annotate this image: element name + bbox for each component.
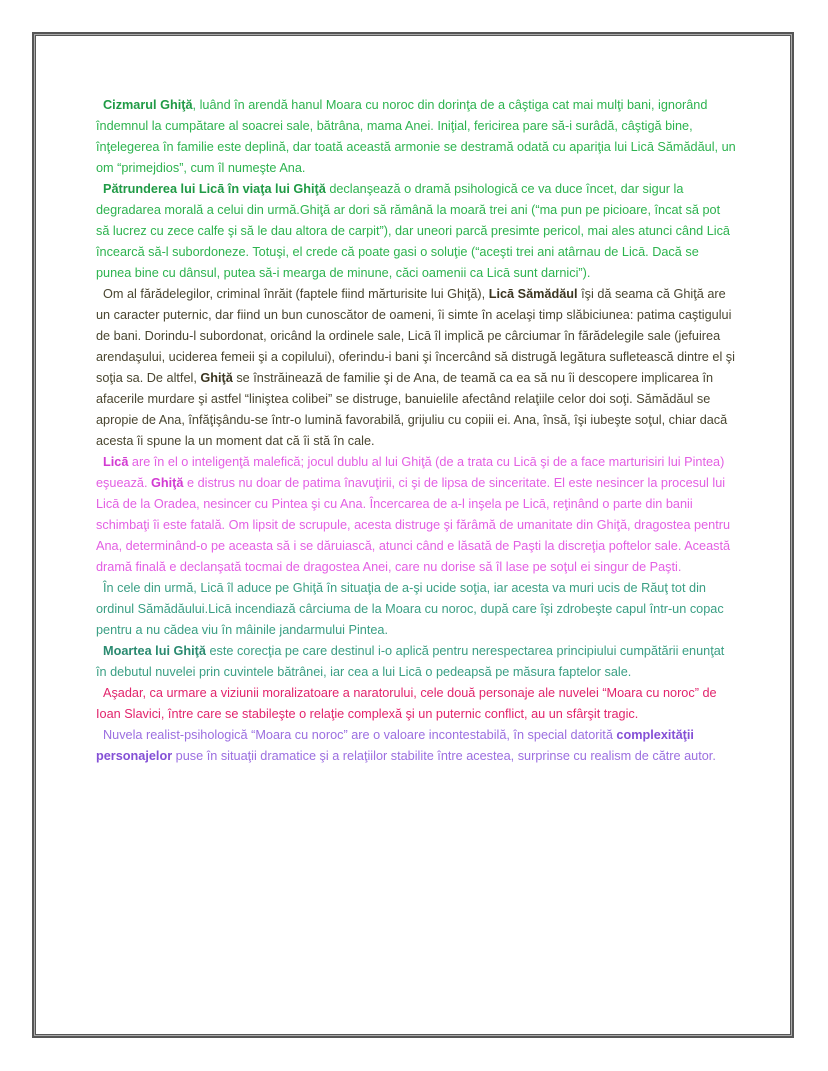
paragraph-lica-intelligence	[96, 452, 736, 578]
bold-text: Moartea lui Ghiţă	[103, 644, 206, 658]
text: Om al fărădelegilor, criminal înrăit (faptele fiind mărturisite lui Ghiţă),	[103, 287, 489, 301]
text: e distrus nu doar de patima înavuţirii, ci şi de lipsa de sinceritate. El este nesincer la procesul lui Licā de la Oradea, nesincer cu Pintea şi cu Ana. Încercarea de a-l inşela pe Licā, reţinând o parte din banii schimbaţi îi este fatală. Om lipsit de scrupule, acesta distruge şi fărâmă de umanitate din Ghiţă, dragostea pentru Ana, determinând-o pe aceasta să i se dăruiască, atunci când e lăsată de Paşti la discreţia poftelor sale. Această dramă finală e declanşată tocmai de dragostea Anei, care nu dorise să îl lase pe soţul ei singur de Paşti.	[96, 476, 731, 574]
text: îşi dă seama că Ghiţă are un caracter puternic, dar fiind un bun cunoscător de oameni, îi simte în acelaşi timp slăbiciunea: patima caştigului de bani. Dorindu-l subordonat, oricând la ordinele sale, Licā îl implică pe cârciumar în fărădelegile sale (jefuirea arendaşului, uciderea femeii şi a copilului), oferindu-i bani şi încercând să distrugă legătura sufletească dintre el şi soţia sa. De altfel,	[96, 287, 735, 385]
paragraph-death	[96, 641, 736, 683]
text: Nuvela realist-psihologică “Moara cu noroc” are o valoare incontestabilă, în special datorită	[103, 728, 617, 742]
text: Aşadar, ca urmare a viziunii moralizatoare a naratorului, cele două personaje ale nuvelei “Moara cu noroc” de Ioan Slavici, între care se stabileşte o relaţie complexă şi un puternic conflict, au un sfârşit tragic.	[96, 686, 717, 721]
text: , luând în arendă hanul Moara cu noroc din dorinţa de a câştiga cat mai mulţi bani, ignorând îndemnul la cumpătare al soacrei sale, bătrâna, mama Anei. Iniţial, fericirea pare să-i surâdă, câştigă bine, înţelegerea în familie este deplină, dar toată această armonie se destramă odată cu apariţia lui Licā Sămădăul, un om “primejdios”, cum îl numeşte Ana.	[96, 98, 736, 175]
document-body	[96, 95, 736, 767]
bold-text: Licā Sămădăul	[488, 287, 578, 301]
bold-text: Licā	[103, 455, 129, 469]
text: declanşează o dramă psihologică ce va duce încet, dar sigur la degradarea morală a celui din urmă.Ghiţă ar dori să rămână la moară trei ani (“ma pun pe picioare, încat să pot să lucrez cu zece calfe şi să le dau altora de carpit”), dar uneori parcă presimte pericol, mai ales atunci când Licā încearcă să-l subordoneze. Totuşi, el crede că poate gasi o soluţie (“aceşti trei ani atârnau de Licā. Dacă se punea bine cu dânsul, putea să-i mearga de minune, căci oamenii ca Licā sunt darnici”).	[96, 182, 730, 280]
paragraph-conclusion	[96, 683, 736, 725]
paragraph-lica-character	[96, 284, 736, 452]
bold-text: Ghiţă	[200, 371, 233, 385]
text: se înstrăinează de familie şi de Ana, de teamă ca ea să nu îi descopere implicarea în afacerile murdare şi astfel “liniştea colibei” se distruge, banuielile afectând relaţiile celor doi soţi. Sămădăul se apropie de Ana, înfăţişându-se într-o lumină favorabilă, grijuliu cu copiii ei. Ana, însă, îşi iubeşte soţul, chiar dacă acesta îi spune la un moment dat că îi stă în cale.	[96, 371, 728, 448]
text: este corecţia pe care destinul i-o aplică pentru nerespectarea principiului cumpătării enunţat în debutul nuvelei prin cuvintele bătrânei, iar cea a lui Licā o pedeapsă pe măsura faptelor sale.	[96, 644, 725, 679]
paragraph-final	[96, 725, 736, 767]
bold-text: complexităţii personajelor	[96, 728, 694, 763]
text: În cele din urmă, Licā îl aduce pe Ghiţă în situaţia de a-şi ucide soţia, iar acesta va muri ucis de Răuţ tot din ordinul Sămădăului.Licā incendiază cârciuma de la Moara cu noroc, după care îşi zdrobeşte capul într-un copac pentru a nu cădea viu în mâinile jandarmului Pintea.	[96, 581, 724, 637]
paragraph-lica-entry	[96, 179, 736, 284]
bold-text: Ghiţă	[151, 476, 184, 490]
bold-text: Pătrunderea lui Licā în viaţa lui Ghiţă	[103, 182, 326, 196]
text: are în el o inteligenţă malefică; jocul dublu al lui Ghiţă (de a trata cu Licā şi de a face marturisiri lui Pintea) eşuează.	[96, 455, 725, 490]
paragraph-ending	[96, 578, 736, 641]
paragraph-ghita-intro	[96, 95, 736, 179]
bold-text: Cizmarul Ghiţă	[103, 98, 193, 112]
text: puse în situaţii dramatice şi a relaţiilor stabilite între acestea, surprinse cu realism de către autor.	[172, 749, 716, 763]
